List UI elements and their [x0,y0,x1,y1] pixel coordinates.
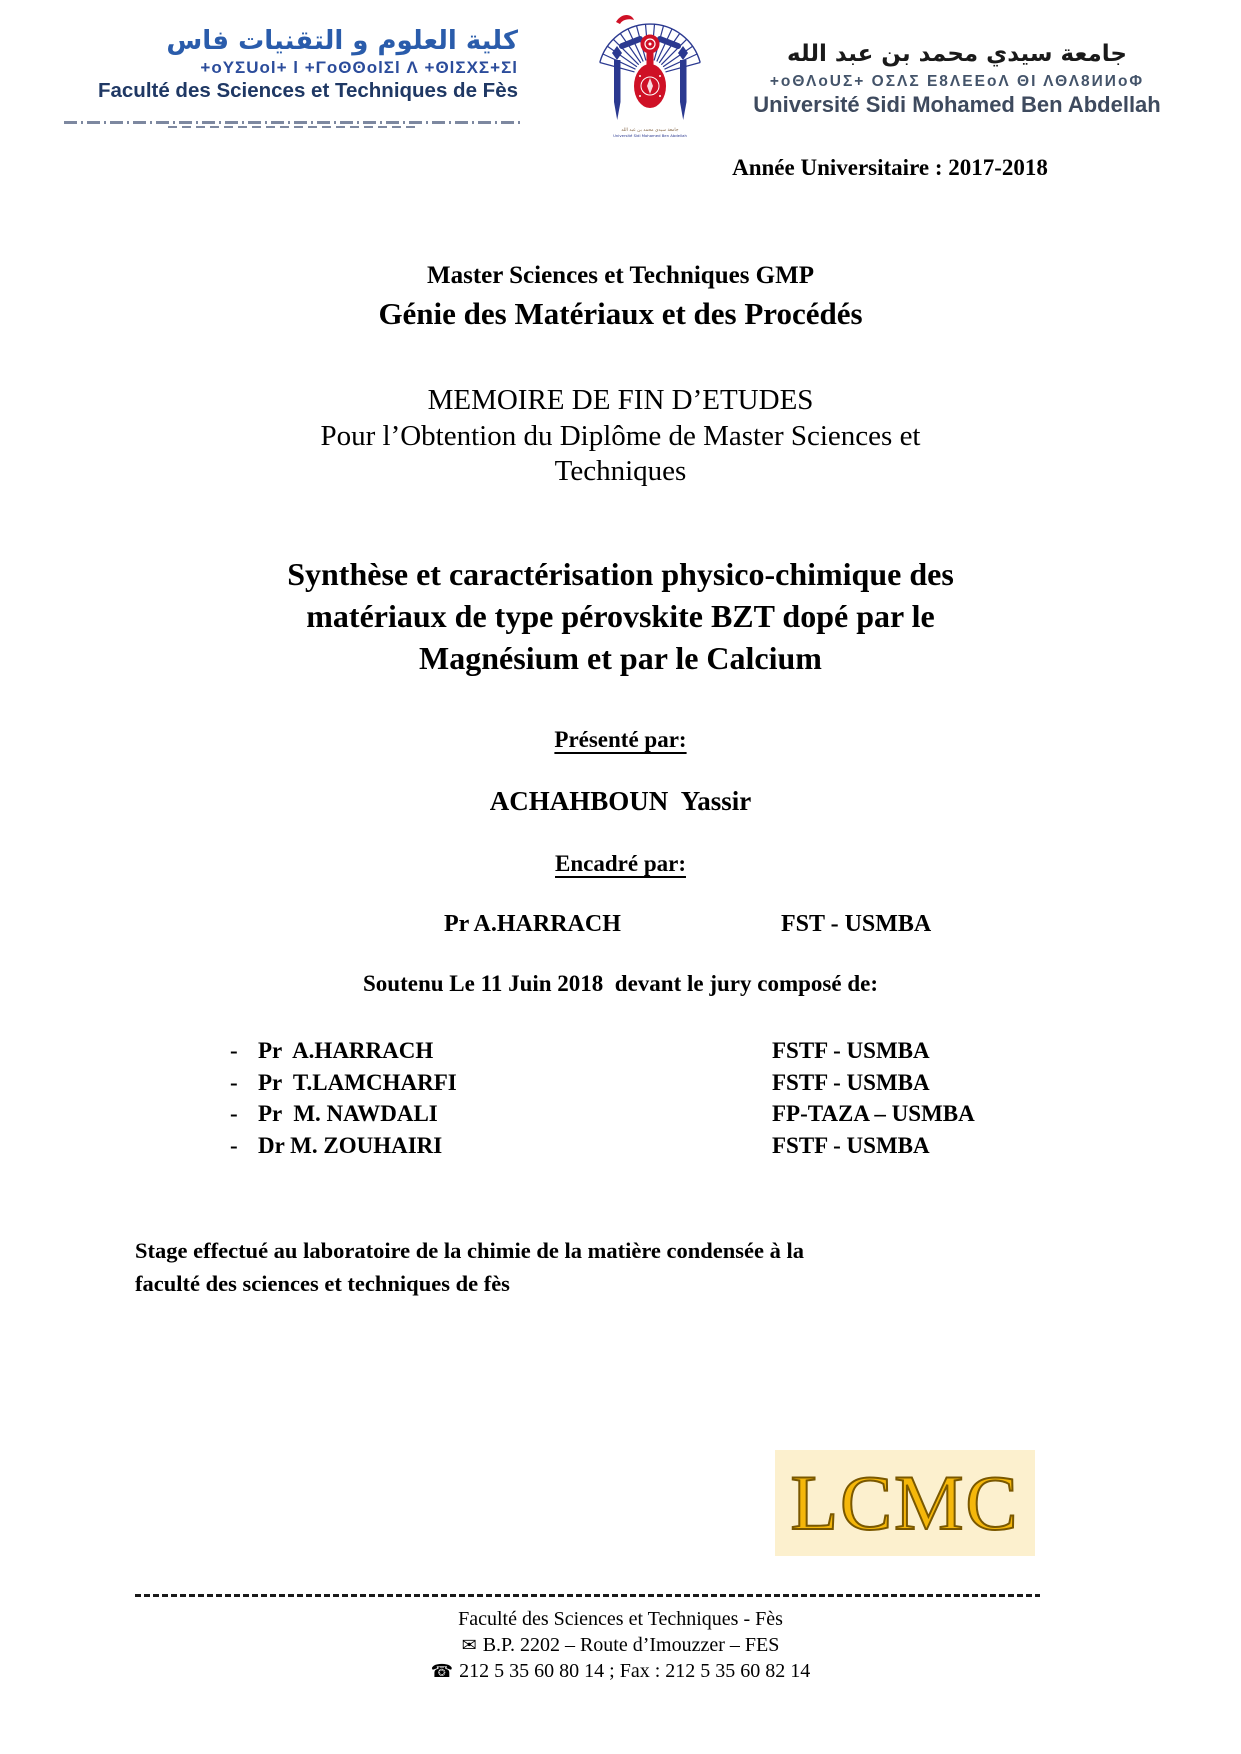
footer-address-line [0,1634,1241,1657]
jury-row [0,1133,1241,1163]
footer-dashed-divider [135,1594,1040,1597]
program-name: Master Sciences et Techniques GMP [427,262,814,289]
memoire-heading-line1: MEMOIRE DE FIN D’ETUDES [427,384,814,416]
faculty-tifinagh-text: +oΥΣUol+ l +ΓoʘʘolΣl Λ +ʘlΣΧΣ+Σl [200,58,518,78]
jury-row [0,1038,1241,1068]
lcmc-logo-text: LCMC [790,1459,1020,1546]
internship-note-line2: faculté des sciences et techniques de fès [135,1271,510,1296]
emblem-pen-left-icon [612,46,622,120]
bullet-dash: - [230,1133,238,1158]
bullet-dash: - [230,1101,238,1126]
emblem-caption-french: Université Sidi Mohamed Ben Abdellah [613,133,687,138]
jury-member-name: Pr M. NAWDALI [258,1101,438,1126]
defense-line: Soutenu Le 11 Juin 2018 devant le jury composé de: [363,971,878,996]
thesis-title-line1: Synthèse et caractérisation physico-chimique des [287,556,954,592]
footer-address-text: B.P. 2202 – Route d’Imouzzer – FES [482,1634,780,1656]
supervisor-row [0,911,1241,941]
jury-member-name: Dr M. ZOUHAIRI [258,1133,443,1158]
supervisor-affiliation: FST - USMBA [781,911,932,937]
jury-member-affiliation: FSTF - USMBA [772,1038,930,1063]
jury-member-affiliation: FP-TAZA – USMBA [772,1101,975,1126]
jury-row [0,1070,1241,1100]
university-arabic-text: جامعة سيدي محمد بن عبد الله [787,41,1127,67]
emblem-calligraphy [616,15,634,24]
footer-phone-text: 212 5 35 60 80 14 ; Fax : 212 5 35 60 82 14 [459,1660,811,1682]
internship-note-line1: Stage effectué au laboratoire de la chimie de la matière condensée à la [135,1238,805,1263]
emblem-caption-arabic: جامعة سيدي محمد بن عبد الله [621,128,679,133]
thesis-title-line3: Magnésium et par le Calcium [419,640,822,676]
supervisor-name: Pr A.HARRACH [444,911,621,937]
bullet-dash: - [230,1038,238,1063]
thesis-title-line2: matériaux de type pérovskite BZT dopé par le [306,598,935,634]
faculty-name-text: Faculté des Sciences et Techniques de Fès [97,78,518,102]
jury-member-name: Pr T.LAMCHARFI [258,1070,457,1095]
presented-by-label: Présenté par: [554,727,687,752]
emblem-pen-right-icon [678,46,688,120]
jury-member-affiliation: FSTF - USMBA [772,1133,930,1158]
memoire-heading-line3: Techniques [554,455,687,487]
bullet-dash: - [230,1070,238,1095]
faculty-logo-block [62,26,518,102]
author-name: ACHAHBOUN Yassir [489,786,752,816]
faculty-divider-line-2 [168,126,420,128]
academic-year: Année Universitaire : 2017-2018 [732,155,1048,180]
university-tifinagh-text: +oΘΛoUΣ+ ΟΣΛΣ Ε8ΛΕΕοΛ ΘΙ ΛΘΛ8ИИοΦ [769,72,1145,90]
phone-icon: ☎ [430,1661,454,1682]
university-logo-block [722,40,1192,118]
program-title: Génie des Matériaux et des Procédés [378,296,863,331]
footer-faculty-line: Faculté des Sciences et Techniques - Fès [458,1608,783,1630]
jury-row [0,1101,1241,1131]
jury-member-name: Pr A.HARRACH [258,1038,434,1063]
usmba-emblem-icon [596,6,704,142]
lcmc-logo [775,1450,1035,1556]
jury-member-affiliation: FSTF - USMBA [772,1070,930,1095]
faculty-arabic-text: كلية العلوم و التقنيات فاس [166,26,518,56]
memoire-heading-line2: Pour l’Obtention du Diplôme de Master Sciences et [320,420,921,452]
footer-phone-line [0,1660,1241,1683]
envelope-icon: ✉ [461,1635,477,1656]
supervised-by-label: Encadré par: [555,851,686,876]
faculty-divider-line [64,121,520,124]
university-name-text: Université Sidi Mohamed Ben Abdellah [753,91,1161,117]
